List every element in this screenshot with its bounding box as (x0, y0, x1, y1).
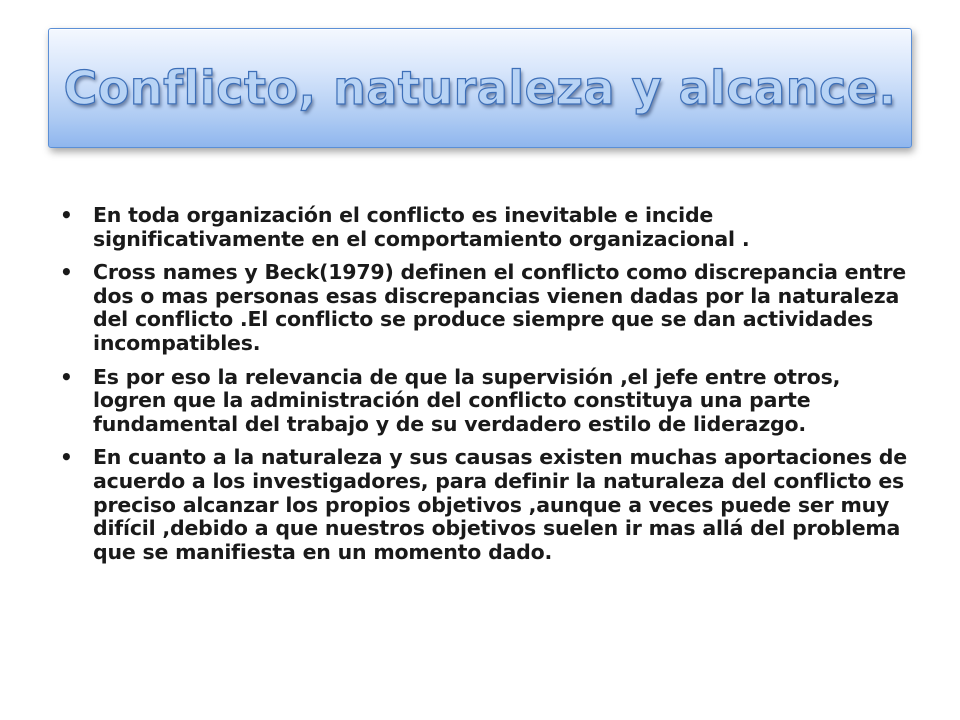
bullet-text: Es por eso la relevancia de que la supervisión ,el jefe entre otros, logren que la administración del conflicto constituya una parte fundamental del trabajo y de su verdadero estilo de liderazgo. (93, 364, 841, 436)
bullet-dot-icon: • (60, 203, 73, 227)
bullet-dot-icon: • (60, 364, 73, 389)
bullet-item (52, 446, 920, 564)
slide-title: Conflicto, naturaleza y alcance. (63, 61, 897, 115)
bullet-item (52, 261, 920, 355)
bullet-dot-icon: • (60, 260, 73, 285)
bullet-text: En toda organización el conflicto es inevitable e incide significativamente en el comportamiento organizacional . (93, 203, 750, 251)
title-banner (48, 28, 912, 148)
bullet-item (52, 204, 920, 251)
bullet-item (52, 366, 920, 437)
bullet-text: Cross names y Beck(1979) definen el conflicto como discrepancia entre dos o mas personas esas discrepancias vienen dadas por la naturaleza del conflicto .El conflicto se produce siempre que se dan actividades incompatibles. (93, 260, 906, 355)
bullet-list (52, 204, 920, 574)
bullet-text: En cuanto a la naturaleza y sus causas existen muchas aportaciones de acuerdo a los investigadores, para definir la naturaleza del conflicto es preciso alcanzar los propios objetivos ,aunque a veces puede ser muy difícil ,debido a que nuestros objetivos suelen ir mas allá del problema que se manifiesta en un momento dado. (93, 445, 907, 564)
bullet-dot-icon: • (60, 445, 73, 470)
